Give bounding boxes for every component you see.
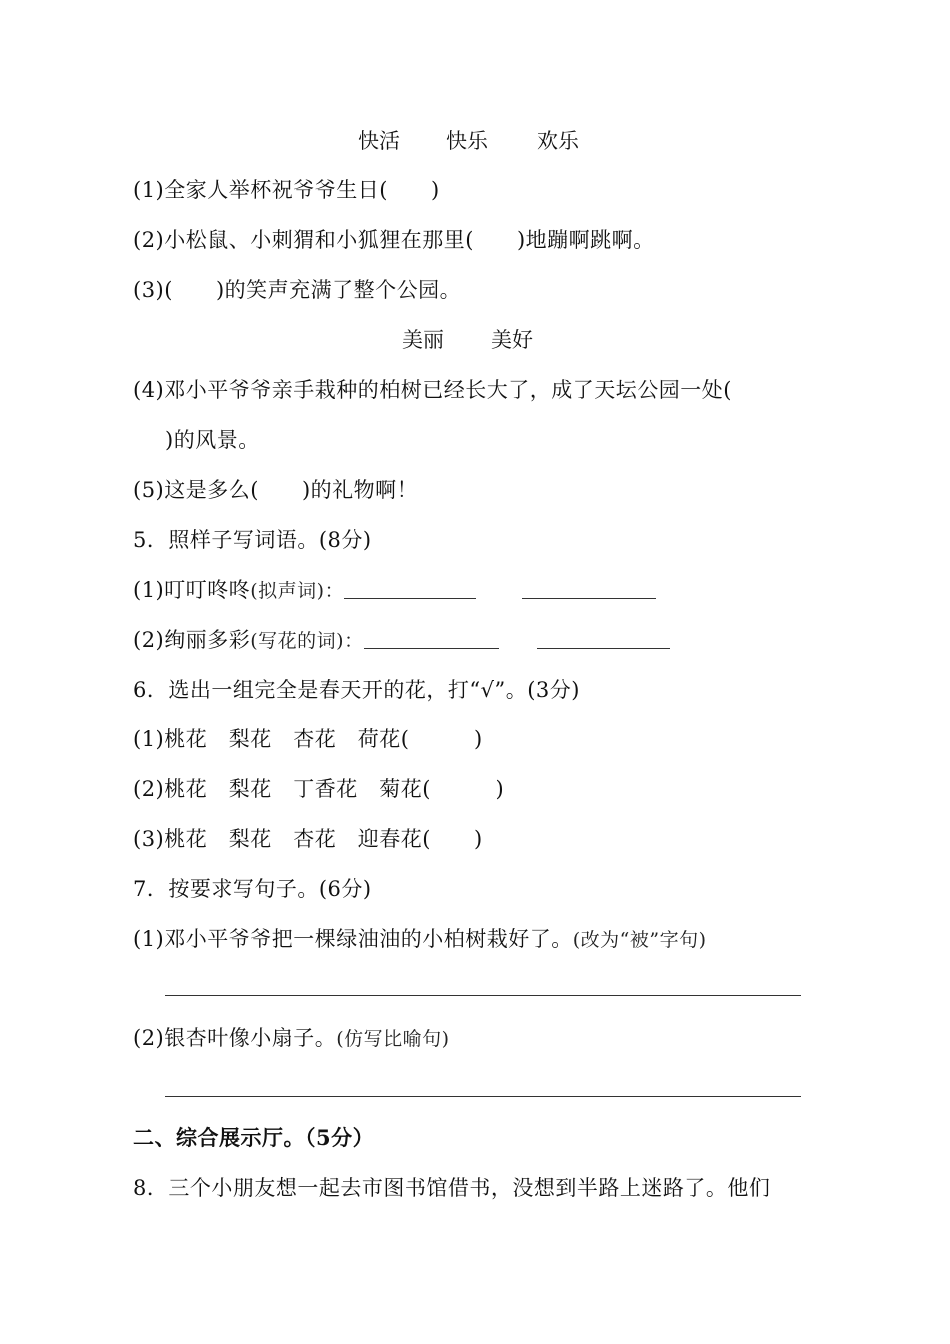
- q7-item-1: [133, 925, 707, 954]
- q6-item-3: (3)桃花 梨花 杏花 迎春花( ): [133, 827, 483, 851]
- answer-line[interactable]: [165, 995, 801, 996]
- q5-item-2-label: (2)绚丽多彩: [133, 628, 251, 652]
- answer-blank[interactable]: [522, 580, 656, 599]
- answer-blank[interactable]: [344, 580, 476, 599]
- answer-line[interactable]: [165, 1096, 801, 1097]
- q6-item-2: (2)桃花 梨花 丁香花 菊花( ): [133, 777, 505, 801]
- word-choices-group2: [402, 326, 533, 354]
- word-choice: 美丽: [402, 328, 444, 352]
- word-choice: 美好: [491, 328, 533, 352]
- q7-item-2-label: (2)银杏叶像小扇子。: [133, 1026, 337, 1050]
- q5-title: 5．照样子写词语。(8分): [133, 528, 372, 552]
- q7-item-2: [133, 1024, 450, 1053]
- q4-item-2: (2)小松鼠、小刺猬和小狐狸在那里( )地蹦啊跳啊。: [133, 228, 655, 252]
- q5-item-2-hint: (写花的词)：: [250, 630, 364, 652]
- q7-title: 7．按要求写句子。(6分): [133, 877, 372, 901]
- word-choice: 快乐: [446, 129, 488, 153]
- word-choice: 欢乐: [537, 129, 579, 153]
- q4-item-4-continued: )的风景。: [165, 428, 260, 452]
- answer-blank[interactable]: [364, 630, 499, 649]
- q6-title: 6．选出一组完全是春天开的花，打“√”。(3分): [133, 678, 580, 702]
- word-choices-group1: [358, 127, 579, 155]
- q4-item-3: (3)( )的笑声充满了整个公园。: [133, 278, 462, 302]
- q8-text: 8．三个小朋友想一起去市图书馆借书，没想到半路上迷路了。他们: [133, 1176, 771, 1200]
- q5-item-1-hint: (拟声词)：: [250, 580, 345, 602]
- section-2-title: 二、综合展示厅。（5分）: [133, 1125, 375, 1150]
- q6-item-1: (1)桃花 梨花 杏花 荷花( ): [133, 727, 483, 751]
- q7-item-1-hint: (改为“被”字句): [572, 929, 707, 951]
- q5-item-1-label: (1)叮叮咚咚: [133, 578, 251, 602]
- q7-item-1-label: (1)邓小平爷爷把一棵绿油油的小柏树栽好了。: [133, 927, 573, 951]
- q5-item-2: [133, 626, 670, 655]
- q4-item-1: (1)全家人举杯祝爷爷生日( ): [133, 178, 440, 202]
- q5-item-1: [133, 576, 656, 605]
- q7-item-2-hint: (仿写比喻句): [336, 1028, 450, 1050]
- q4-item-5: (5)这是多么( )的礼物啊！: [133, 478, 419, 502]
- word-choice: 快活: [358, 129, 400, 153]
- answer-blank[interactable]: [537, 630, 670, 649]
- q4-item-4: (4)邓小平爷爷亲手栽种的柏树已经长大了，成了天坛公园一处(: [133, 378, 732, 402]
